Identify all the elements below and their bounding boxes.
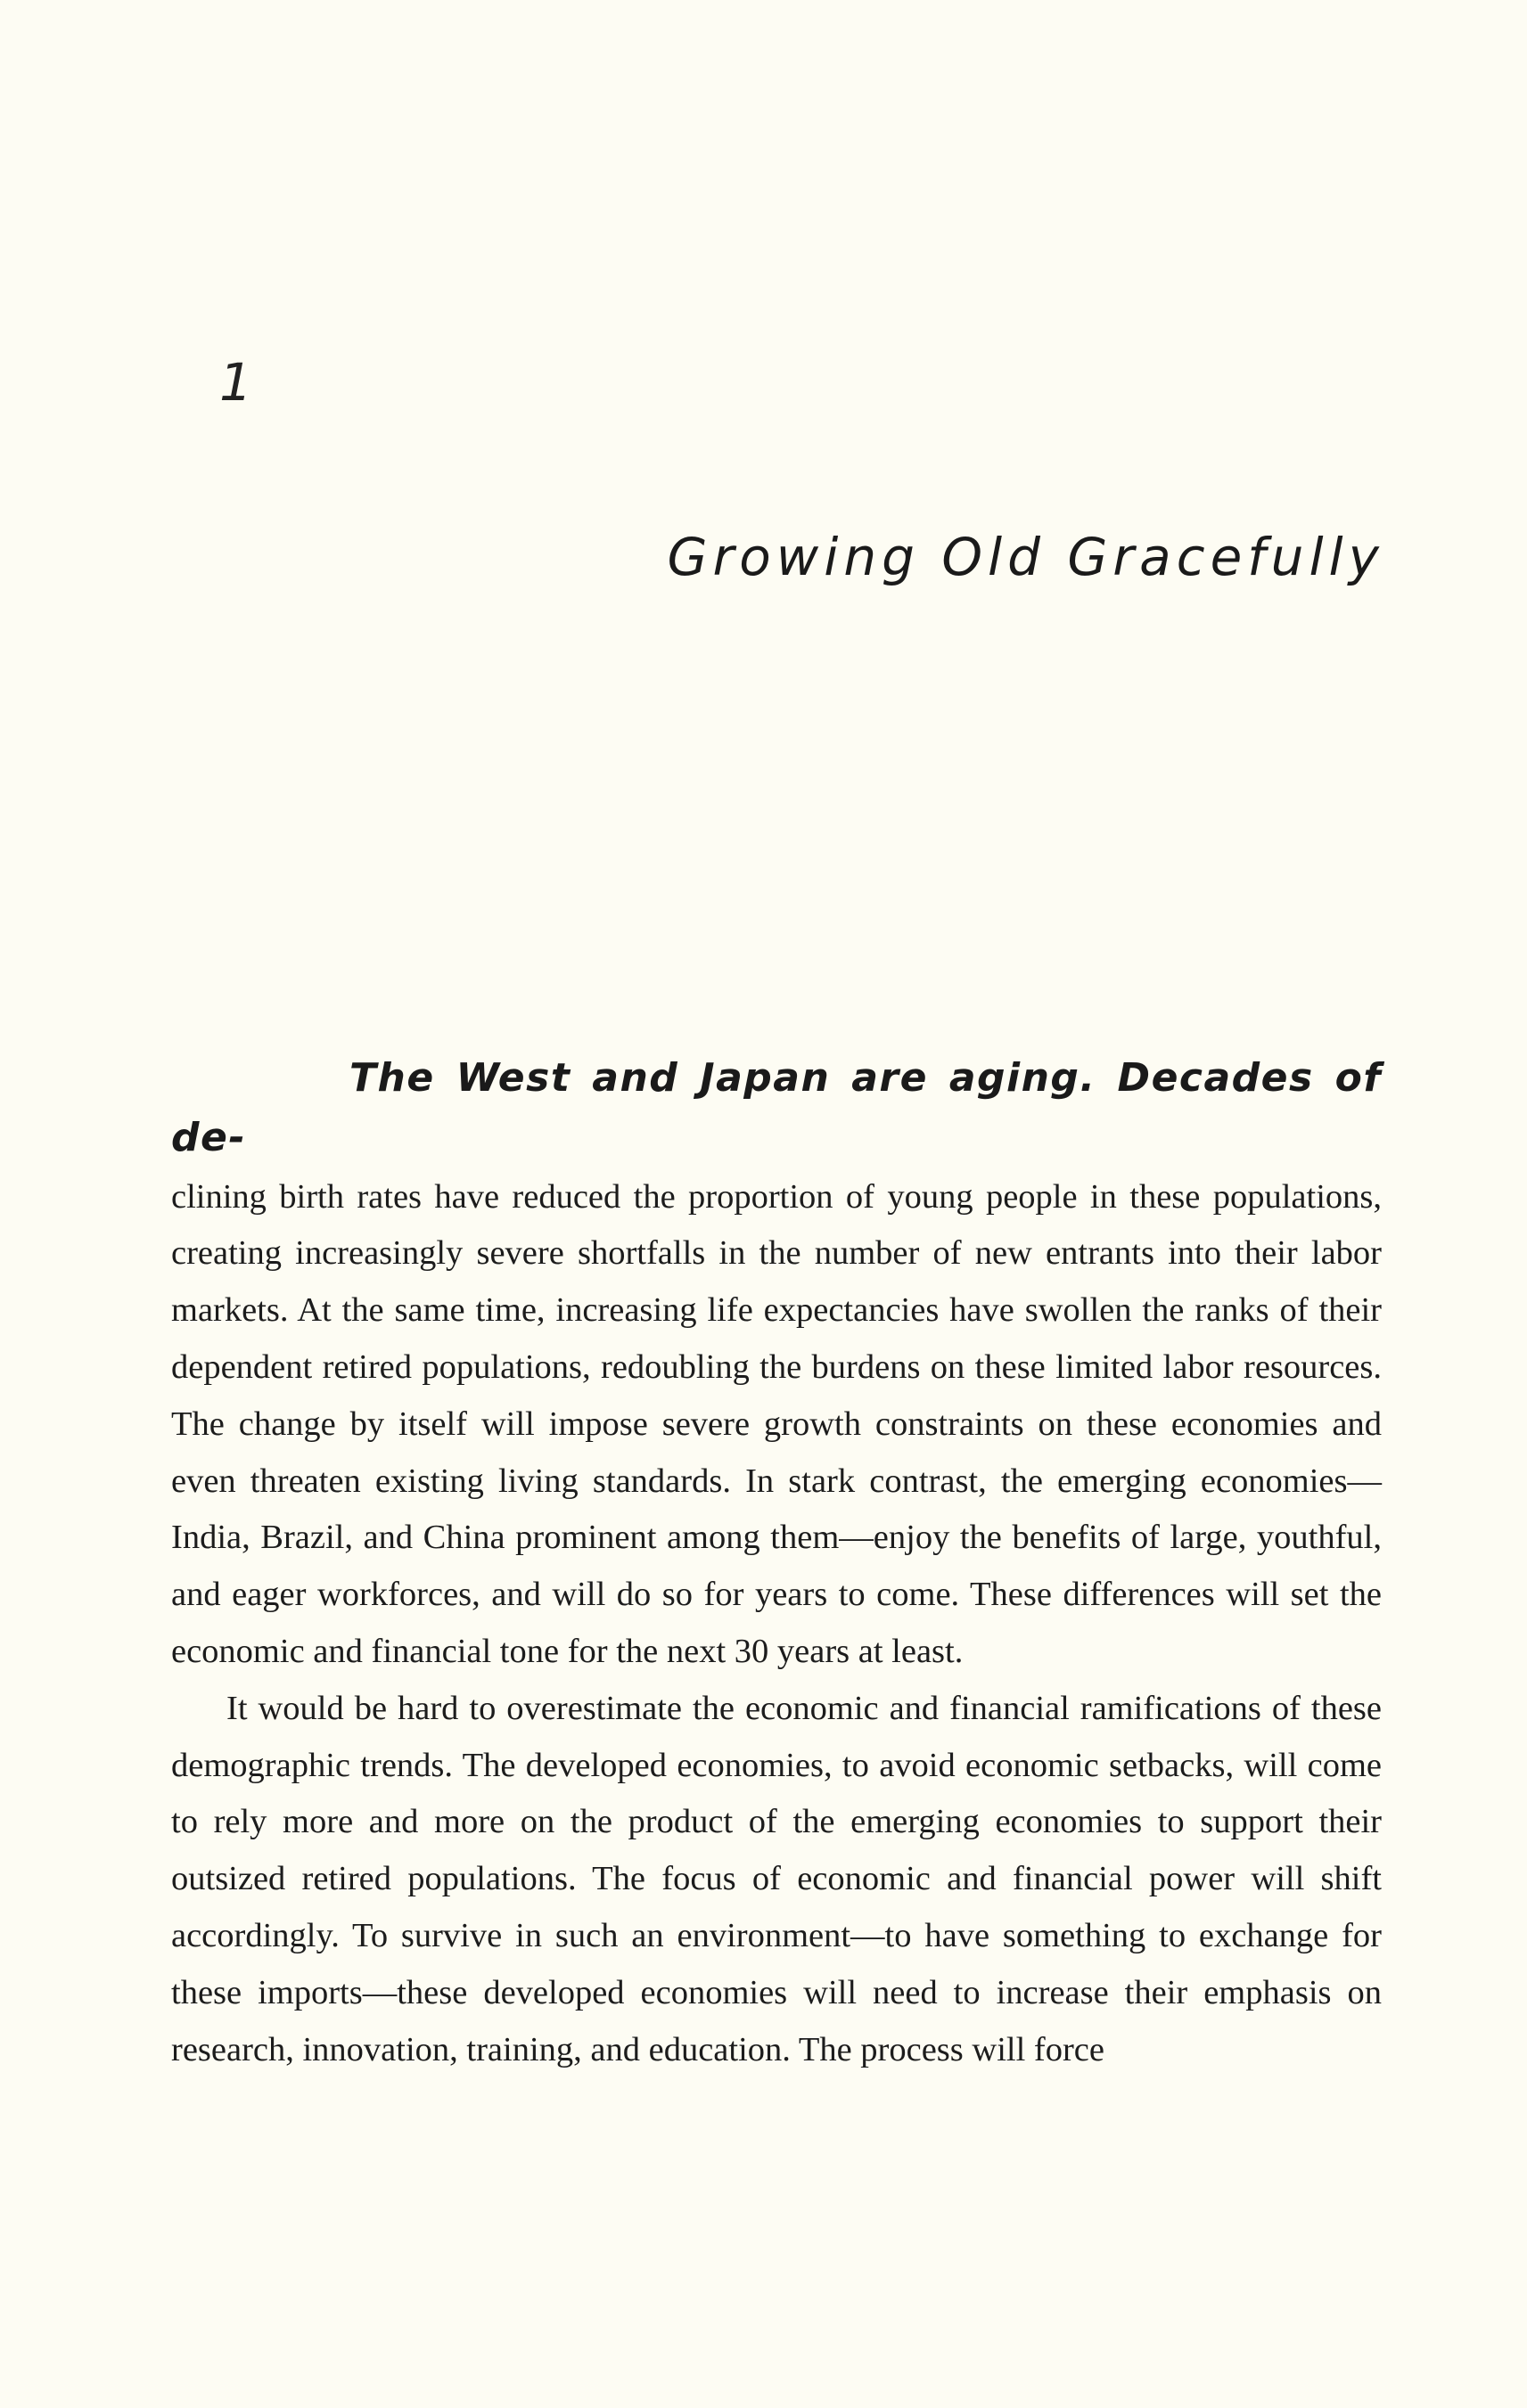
paragraph-1-text: clining birth rates have reduced the proportion of young people in these populations, creating increasingly severe shortfalls in the number of new entrants into their labor markets. At the same time, increasing life expectancies have swollen the ranks of their dependent retired populations, redoubling the burdens on these limited labor resources. The change by itself will impose severe growth constraints on these economies and even threaten existing living standards. In stark contrast, the emerging economies—India, Brazil, and China prominent among them—enjoy the benefits of large, youthful, and eager workforces, and will do so for years to come. These differences will set the economic and financial tone for the next 30 years at least. [171, 1177, 1382, 1670]
body-text [171, 1050, 1382, 2078]
paragraph-2: It would be hard to overestimate the economic and financial ramifications of these demographic trends. The developed economies, to avoid economic setbacks, will come to rely more and more on the product of the emerging economies to support their outsized retired populations. The focus of economic and financial power will shift accordingly. To survive in such an environment—to have something to exchange for these imports—these developed economies will need to increase their emphasis on research, innovation, training, and education. The process will force [171, 1689, 1382, 2068]
chapter-title: Growing Old Gracefully [667, 527, 1384, 587]
paragraph-1 [171, 1050, 1382, 1681]
chapter-number: 1 [219, 352, 252, 413]
lead-in-text: The West and Japan are aging. Decades of de- [171, 1055, 1382, 1160]
